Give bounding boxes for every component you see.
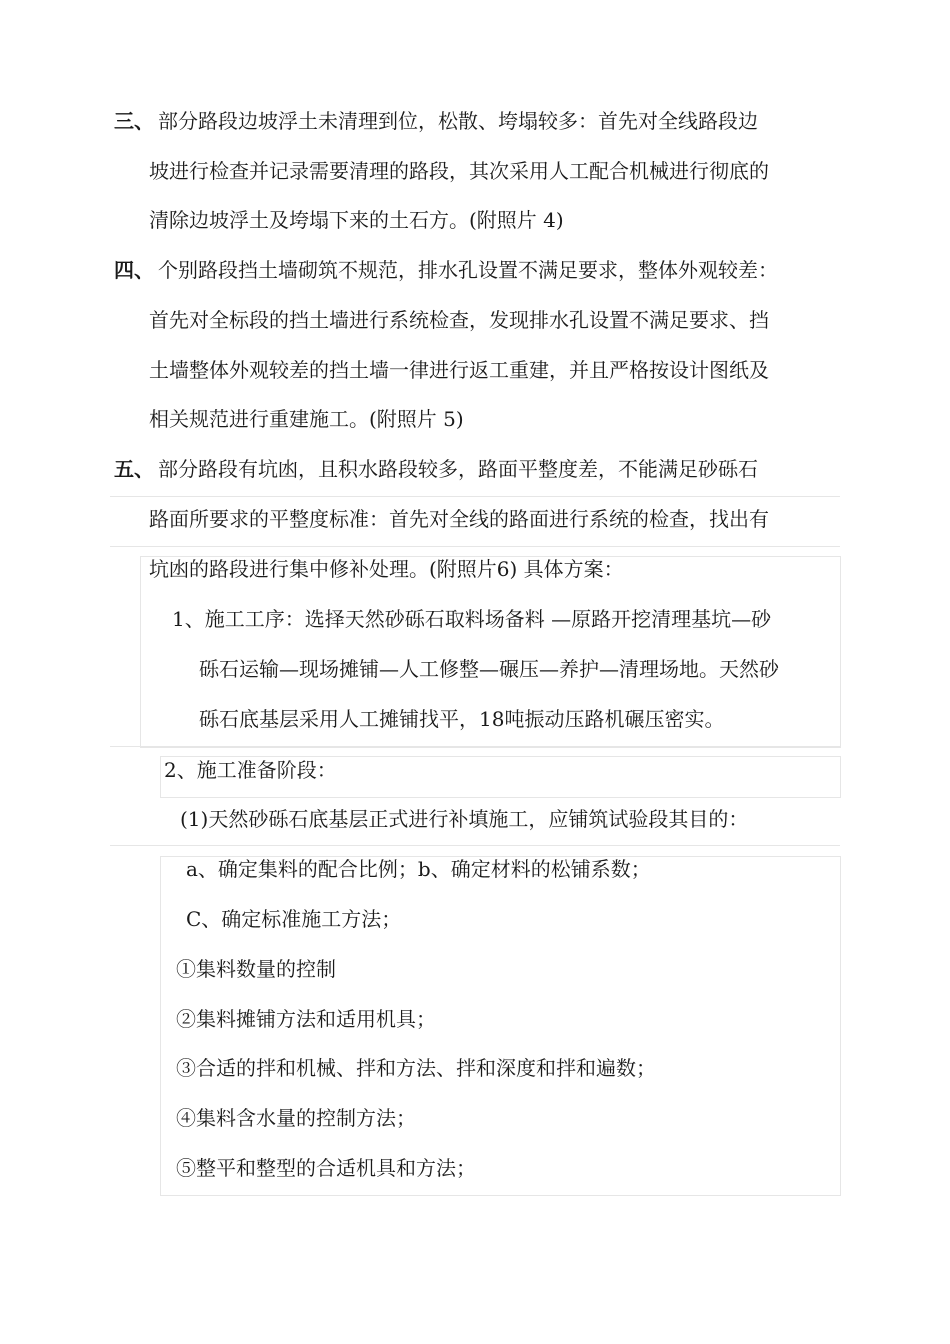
list-item: ①集料数量的控制 [176,957,336,981]
paragraph-line: 首先对全标段的挡土墙进行系统检查，发现排水孔设置不满足要求、挡 [149,308,769,332]
divider-line [110,496,840,497]
paragraph-line: 清除边坡浮土及垮塌下来的土石方。(附照片 4) [149,208,564,232]
paragraph-line: 坑凼的路段进行集中修补处理。(附照片6) 具体方案： [149,557,624,581]
procedure-line: 砾石底基层采用人工摊铺找平，18吨振动压路机碾压密实。 [199,707,725,731]
list-item: ⑤整平和整型的合适机具和方法； [176,1156,476,1180]
paragraph-line: 部分路段有坑凼，且积水路段较多，路面平整度差，不能满足砂砾石 [158,457,758,481]
paragraph-line: 路面所要求的平整度标准：首先对全线的路面进行系统的检查，找出有 [149,507,769,531]
paragraph-line: 坡进行检查并记录需要清理的路段，其次采用人工配合机械进行彻底的 [149,159,769,183]
divider-line [110,546,840,547]
paragraph-line: 个别路段挡土墙砌筑不规范，排水孔设置不满足要求，整体外观较差： [158,258,778,282]
paragraph-line: 部分路段边坡浮土未清理到位，松散、垮塌较多：首先对全线路段边 [158,109,758,133]
divider-line [110,845,840,846]
paragraph-line: 相关规范进行重建施工。(附照片 5) [149,407,464,431]
paragraph-line: 土墙整体外观较差的挡土墙一律进行返工重建，并且严格按设计图纸及 [149,358,769,382]
list-item: a、确定集料的配合比例；b、确定材料的松铺系数； [186,857,651,881]
list-item: ③合适的拌和机械、拌和方法、拌和深度和拌和遍数； [176,1056,656,1080]
prep-subtitle: (1)天然砂砾石底基层正式进行补填施工，应铺筑试验段其目的： [180,807,749,831]
list-item: ④集料含水量的控制方法； [176,1106,416,1130]
section-marker: 三、 [114,109,154,133]
divider-line [110,746,840,747]
prep-title: 2、施工准备阶段： [164,758,337,782]
procedure-line: 砾石运输—现场摊铺—人工修整—碾压—养护—清理场地。天然砂 [199,657,779,681]
list-item: C、确定标准施工方法； [186,907,402,931]
section-marker: 四、 [114,258,154,282]
list-item: ②集料摊铺方法和适用机具； [176,1007,436,1031]
section-marker: 五、 [114,457,154,481]
procedure-line: 1、施工工序：选择天然砂砾石取料场备料 —原路开挖清理基坑—砂 [172,607,772,631]
